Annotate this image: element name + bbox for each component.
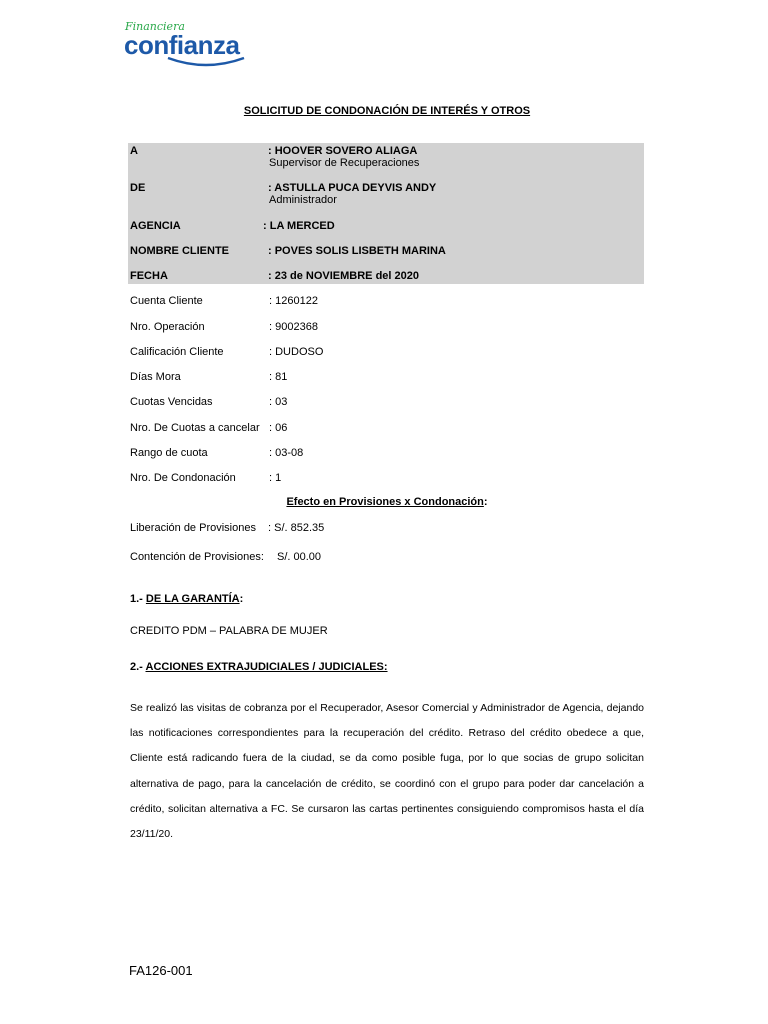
contention-value: S/. 00.00 [277, 551, 322, 563]
field-label: Cuenta Cliente [130, 295, 203, 307]
provisions-heading-colon: : [483, 496, 488, 508]
field-value: : 06 [269, 422, 288, 434]
logo-swoosh-icon [166, 56, 246, 68]
provisions-heading-text: Efecto en Provisiones x Condonación [286, 496, 484, 508]
to-role: Supervisor de Recuperaciones [269, 157, 420, 169]
field-value: : 81 [269, 371, 288, 383]
release-label: Liberación de Provisiones [130, 522, 256, 534]
section-1-title: DE LA GARANTÍA [145, 593, 240, 605]
section-2-title: ACCIONES EXTRAJUDICIALES / JUDICIALES: [145, 661, 388, 673]
field-label: Nro. De Cuotas a cancelar [130, 422, 260, 434]
to-label: A [130, 145, 138, 157]
to-name: : HOOVER SOVERO ALIAGA [268, 145, 418, 157]
agency-label: AGENCIA [130, 220, 181, 232]
logo-confianza-text: confianza [124, 30, 240, 60]
field-label: Días Mora [130, 371, 181, 383]
field-value: : DUDOSO [269, 346, 324, 358]
field-value: : 03 [269, 396, 288, 408]
section-1-colon: : [239, 593, 244, 605]
form-code: FA126-001 [129, 963, 193, 978]
contention-label: Contención de Provisiones: [130, 551, 264, 563]
section-1-body: CREDITO PDM – PALABRA DE MUJER [130, 625, 328, 637]
section-1-number: 1.- [130, 593, 146, 605]
from-name: : ASTULLA PUCA DEYVIS ANDY [268, 182, 437, 194]
field-label: Rango de cuota [130, 447, 208, 459]
field-value: : 9002368 [269, 321, 318, 333]
field-label: Nro. De Condonación [130, 472, 236, 484]
client-value: : POVES SOLIS LISBETH MARINA [268, 245, 446, 257]
document-title: SOLICITUD DE CONDONACIÓN DE INTERÉS Y OTROS [243, 105, 531, 117]
client-label: NOMBRE CLIENTE [130, 245, 229, 257]
section-2-heading [130, 661, 388, 673]
company-logo [124, 20, 254, 70]
field-value: : 1260122 [269, 295, 318, 307]
logo-financiera-text: Financiera [125, 20, 185, 33]
field-label: Calificación Cliente [130, 346, 224, 358]
field-value: : 03-08 [269, 447, 304, 459]
agency-value: : LA MERCED [263, 220, 335, 232]
field-value: : 1 [269, 472, 282, 484]
section-2-number: 2.- [130, 661, 146, 673]
section-2-body: Se realizó las visitas de cobranza por el Recuperador, Asesor Comercial y Administrador de Agencia, dejando las notificaciones correspondientes para la recuperación del crédito. Retraso del crédito obedece a que, Cliente está radicando fuera de la ciudad, se da como posible fuga, por lo que socias de grupo solicitan alternativa de pago, para la cancelación de crédito, se coordinó con el grupo para poder dar cancelación a crédito, solicitan alternativa a FC. Se cursaron las cartas pertinentes consiguiendo compromisos hasta el día 23/11/20. [130, 702, 644, 841]
from-label: DE [130, 182, 146, 194]
date-label: FECHA [130, 270, 168, 282]
from-role: Administrador [269, 194, 337, 206]
date-value: : 23 de NOVIEMBRE del 2020 [268, 270, 419, 282]
release-value: : S/. 852.35 [268, 522, 325, 534]
field-label: Cuotas Vencidas [130, 396, 213, 408]
provisions-heading [130, 496, 644, 508]
field-label: Nro. Operación [130, 321, 205, 333]
section-1-heading [130, 593, 243, 605]
